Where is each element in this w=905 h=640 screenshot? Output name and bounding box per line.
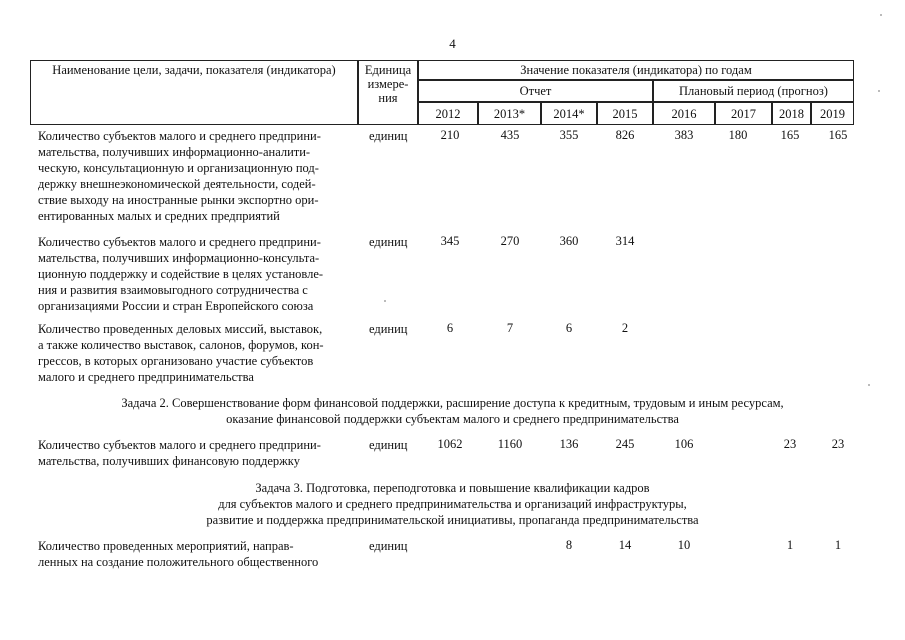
value-2019: 1 xyxy=(834,538,842,552)
description-line: а также количество выставок, салонов, форумов, кон- xyxy=(38,338,324,352)
value-2012: 1062 xyxy=(437,437,463,451)
indicator-description xyxy=(38,321,353,385)
description-line: ционную поддержку и содействие в целях установле- xyxy=(38,267,324,281)
page-number: 4 xyxy=(449,36,456,51)
description-line: ентированных малых и средних предприятий xyxy=(38,209,280,223)
value-2017: 180 xyxy=(728,128,748,142)
year-2013: 2013* xyxy=(478,102,541,125)
year-2019: 2019 xyxy=(811,102,854,125)
value-2012: 345 xyxy=(440,234,460,248)
unit-label: единиц xyxy=(369,539,408,553)
value-2015: 314 xyxy=(615,234,635,248)
task-2-heading xyxy=(0,395,905,427)
value-2015: 826 xyxy=(615,128,635,142)
description-line: Количество проведенных деловых миссий, выставок, xyxy=(38,322,323,336)
header-planned-label: Плановый период (прогноз) xyxy=(679,84,828,98)
header-report-cell xyxy=(418,80,653,102)
description-line: Количество субъектов малого и среднего предприни- xyxy=(38,438,321,452)
description-line: мательства, получивших информационно-консульта- xyxy=(38,251,320,265)
task-heading-line: оказание финансовой поддержки субъектам малого и среднего предпринимательства xyxy=(226,412,679,426)
description-line: держку внешнеэкономической деятельности, содей- xyxy=(38,177,316,191)
value-2018: 165 xyxy=(780,128,800,142)
value-2012: 210 xyxy=(440,128,460,142)
scan-speck xyxy=(878,90,880,92)
value-2016: 383 xyxy=(674,128,694,142)
header-value-label: Значение показателя (индикатора) по годам xyxy=(520,63,752,77)
value-2016: 10 xyxy=(677,538,691,552)
description-line: ния и развития взаимовыгодного сотрудничества с xyxy=(38,283,308,297)
description-line: ленных на создание положительного общественного xyxy=(38,555,319,569)
scan-speck xyxy=(384,300,386,302)
header-name-cell xyxy=(30,60,358,125)
description-line: ческую, консультационную и организационную под- xyxy=(38,161,319,175)
scan-speck xyxy=(868,384,870,386)
value-2013: 7 xyxy=(506,321,514,335)
value-2019: 23 xyxy=(831,437,845,451)
header-report-label: Отчет xyxy=(519,84,552,98)
header-unit-line-1: Единица xyxy=(364,63,412,77)
task-3-heading xyxy=(0,480,905,528)
value-2014: 8 xyxy=(565,538,573,552)
header-unit-line-3: ния xyxy=(378,91,398,105)
description-line: малого и среднего предпринимательства xyxy=(38,370,254,384)
description-line: мательства, получивших информационно-аналити- xyxy=(38,145,311,159)
header-planned-cell xyxy=(653,80,854,102)
value-2014: 355 xyxy=(559,128,579,142)
value-2015: 2 xyxy=(621,321,629,335)
description-line: ствие выходу на иностранные рынки экспортно ори- xyxy=(38,193,319,207)
year-2014: 2014* xyxy=(541,102,597,125)
indicator-description xyxy=(38,128,353,224)
description-line: Количество проведенных мероприятий, направ- xyxy=(38,539,294,553)
value-2012: 6 xyxy=(446,321,454,335)
task-heading-line: Задача 2. Совершенствование форм финансовой поддержки, расширение доступа к кредитным, трудовым и иным ресурсам, xyxy=(121,396,784,410)
year-2015: 2015 xyxy=(597,102,653,125)
unit-label: единиц xyxy=(369,438,408,452)
task-heading-line: развитие и поддержка предпринимательской инициативы, пропаганда предпринимательства xyxy=(206,513,699,527)
description-line: мательства, получивших финансовую поддержку xyxy=(38,454,300,468)
year-2017: 2017 xyxy=(715,102,772,125)
task-heading-line: Задача 3. Подготовка, переподготовка и повышение квалификации кадров xyxy=(255,481,650,495)
value-2014: 360 xyxy=(559,234,579,248)
header-unit-cell xyxy=(358,60,418,125)
header-unit-line-2: измере- xyxy=(367,77,409,91)
value-2013: 435 xyxy=(500,128,520,142)
indicator-description xyxy=(38,538,353,570)
indicator-description xyxy=(38,234,353,314)
description-line: Количество субъектов малого и среднего предприни- xyxy=(38,235,321,249)
header-value-cell xyxy=(418,60,854,80)
value-2015: 245 xyxy=(615,437,635,451)
header-name-label: Наименование цели, задачи, показателя (индикатора) xyxy=(52,63,336,77)
value-2016: 106 xyxy=(674,437,694,451)
task-heading-line: для субъектов малого и среднего предпринимательства и организаций инфраструктуры, xyxy=(218,497,687,511)
value-2019: 165 xyxy=(828,128,848,142)
value-2018: 23 xyxy=(783,437,797,451)
value-2013: 270 xyxy=(500,234,520,248)
value-2015: 14 xyxy=(618,538,632,552)
description-line: грессов, в которых организовано участие субъектов xyxy=(38,354,314,368)
indicator-description xyxy=(38,437,353,469)
scan-speck xyxy=(880,14,882,16)
year-2012: 2012 xyxy=(418,102,478,125)
unit-label: единиц xyxy=(369,235,408,249)
value-2018: 1 xyxy=(786,538,794,552)
value-2013: 1160 xyxy=(497,437,523,451)
value-2014: 6 xyxy=(565,321,573,335)
unit-label: единиц xyxy=(369,129,408,143)
unit-label: единиц xyxy=(369,322,408,336)
year-2016: 2016 xyxy=(653,102,715,125)
description-line: организациями России и стран Европейского союза xyxy=(38,299,314,313)
year-2018: 2018 xyxy=(772,102,811,125)
value-2014: 136 xyxy=(559,437,579,451)
description-line: Количество субъектов малого и среднего предприни- xyxy=(38,129,321,143)
